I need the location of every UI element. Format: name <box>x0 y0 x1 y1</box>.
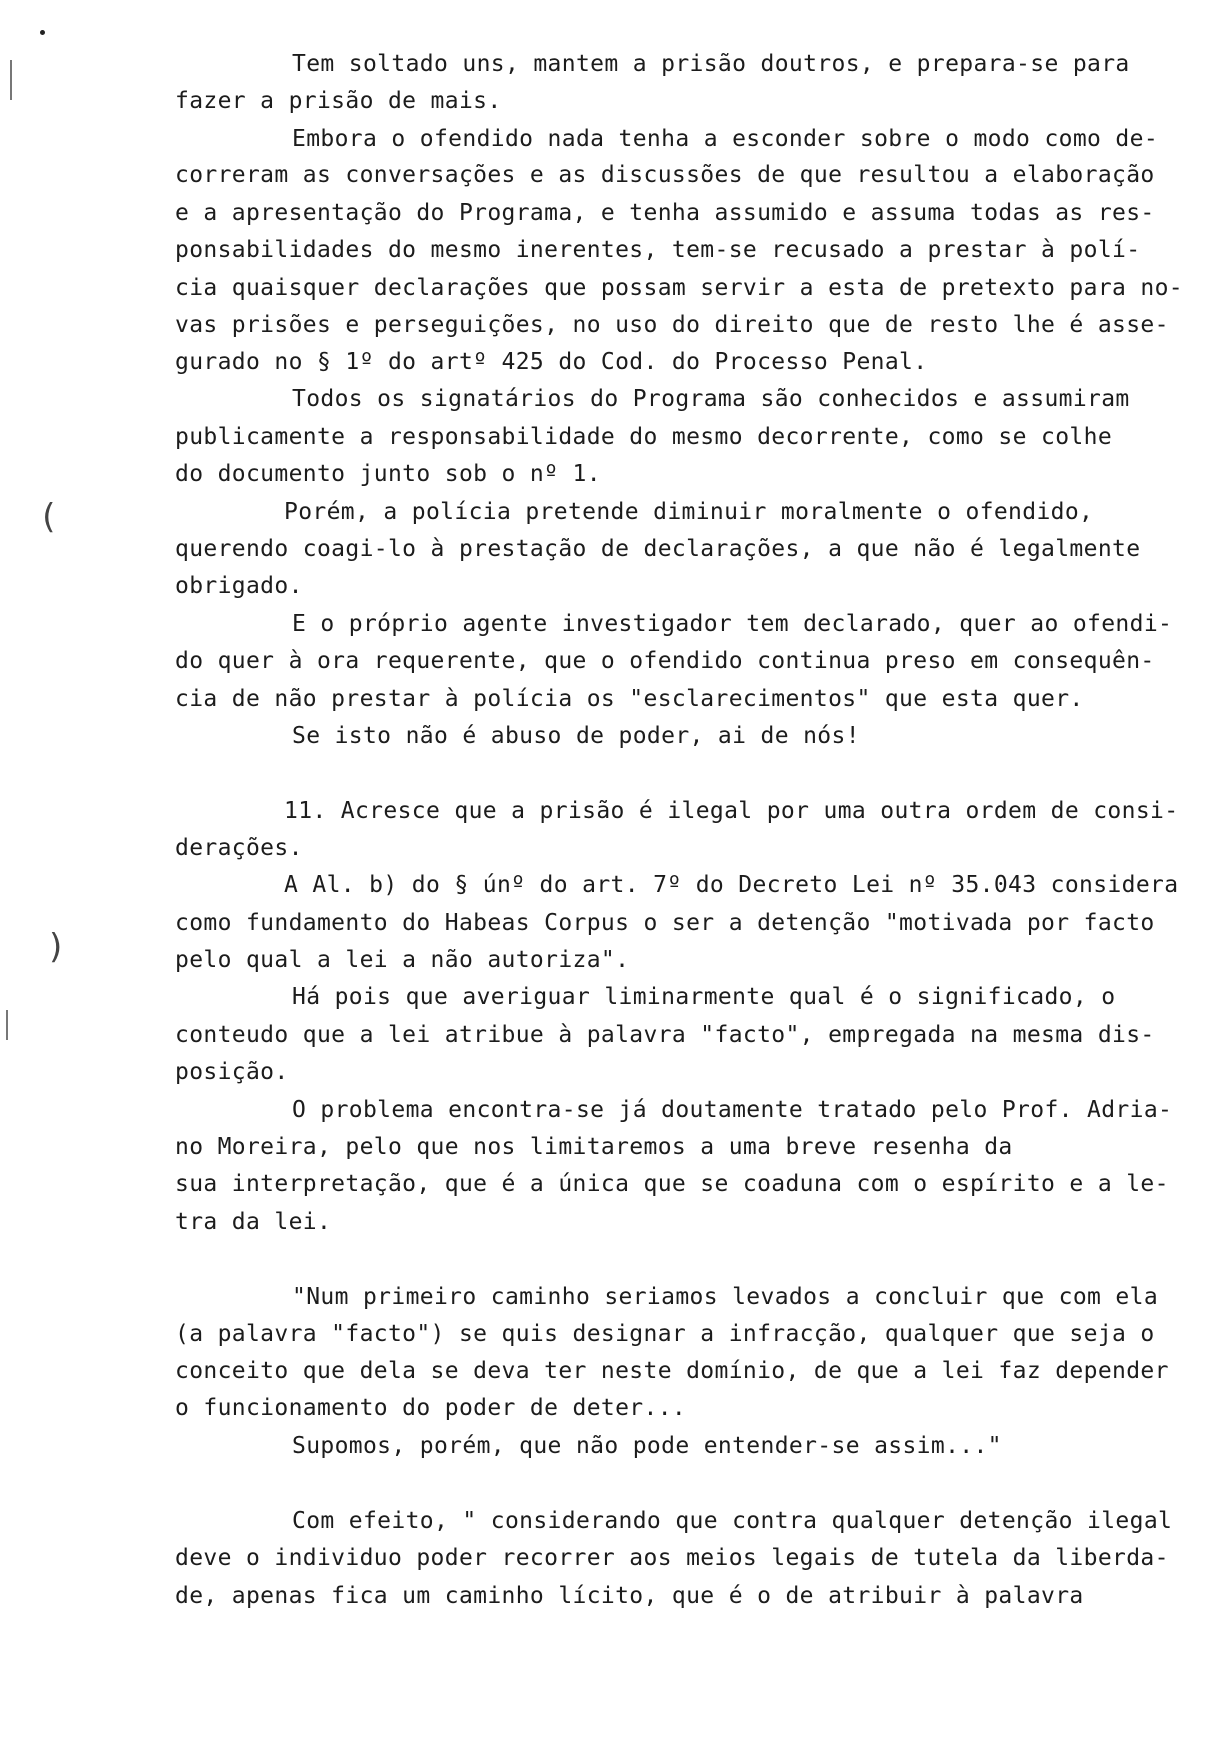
text-line: gurado no § 1º do artº 425 do Cod. do Processo Penal. <box>175 349 928 375</box>
text-line: Há pois que averiguar liminarmente qual é o significado, o <box>292 984 1116 1010</box>
scan-edge-mark <box>10 60 12 100</box>
text-line: fazer a prisão de mais. <box>175 88 502 114</box>
scan-edge-mark <box>6 1010 8 1040</box>
text-line: 11. Acresce que a prisão é ilegal por uma outra ordem de consi- <box>284 798 1179 824</box>
text-line: de, apenas fica um caminho lícito, que é o de atribuir à palavra <box>175 1583 1084 1609</box>
text-line: conceito que dela se deva ter neste domínio, de que a lei faz depender <box>175 1358 1169 1384</box>
text-line: pelo qual a lei a não autoriza". <box>175 947 630 973</box>
text-line: posição. <box>175 1059 289 1085</box>
text-line: cia de não prestar à polícia os "esclarecimentos" que esta quer. <box>175 686 1084 712</box>
text-line: do quer à ora requerente, que o ofendido continua preso em consequên- <box>175 648 1155 674</box>
text-line: Com efeito, " considerando que contra qualquer detenção ilegal <box>292 1508 1173 1534</box>
text-line: A Al. b) do § únº do art. 7º do Decreto Lei nº 35.043 considera <box>284 872 1179 898</box>
text-line: cia quaisquer declarações que possam servir a esta de pretexto para no- <box>175 275 1183 301</box>
text-line: Todos os signatários do Programa são conhecidos e assumiram <box>292 386 1130 412</box>
text-line: Se isto não é abuso de poder, ai de nós! <box>292 723 860 749</box>
margin-bracket-mark: ) <box>46 927 67 967</box>
text-line: querendo coagi-lo à prestação de declarações, a que não é legalmente <box>175 536 1141 562</box>
text-line: no Moreira, pelo que nos limitaremos a uma breve resenha da <box>175 1134 1013 1160</box>
text-line: ponsabilidades do mesmo inerentes, tem-se recusado a prestar à polí- <box>175 237 1141 263</box>
text-line: (a palavra "facto") se quis designar a infracção, qualquer que seja o <box>175 1321 1155 1347</box>
text-line: sua interpretação, que é a única que se coaduna com o espírito e a le- <box>175 1171 1169 1197</box>
text-line: deve o individuo poder recorrer aos meios legais de tutela da liberda- <box>175 1545 1169 1571</box>
text-line: conteudo que a lei atribue à palavra "facto", empregada na mesma dis- <box>175 1022 1155 1048</box>
scan-speck <box>40 30 45 35</box>
text-line: publicamente a responsabilidade do mesmo decorrente, como se colhe <box>175 424 1113 450</box>
text-line: derações. <box>175 835 303 861</box>
text-line: Porém, a polícia pretende diminuir moralmente o ofendido, <box>284 499 1094 525</box>
text-line: "Num primeiro caminho seriamos levados a concluir que com ela <box>292 1284 1159 1310</box>
text-line: correram as conversações e as discussões de que resultou a elaboração <box>175 162 1155 188</box>
text-line: Embora o ofendido nada tenha a esconder sobre o modo como de- <box>292 126 1159 152</box>
margin-bracket-mark: ( <box>38 497 59 537</box>
text-line: E o próprio agente investigador tem declarado, quer ao ofendi- <box>292 611 1173 637</box>
text-line: tra da lei. <box>175 1209 332 1235</box>
text-line: obrigado. <box>175 573 303 599</box>
text-line: como fundamento do Habeas Corpus o ser a detenção "motivada por facto <box>175 910 1155 936</box>
text-line: Tem soltado uns, mantem a prisão doutros, e prepara-se para <box>292 51 1130 77</box>
text-line: o funcionamento do poder de deter... <box>175 1395 687 1421</box>
text-line: do documento junto sob o nº 1. <box>175 461 601 487</box>
text-line: vas prisões e perseguições, no uso do direito que de resto lhe é asse- <box>175 312 1169 338</box>
text-line: e a apresentação do Programa, e tenha assumido e assuma todas as res- <box>175 200 1155 226</box>
text-line: O problema encontra-se já doutamente tratado pelo Prof. Adria- <box>292 1097 1173 1123</box>
text-line: Supomos, porém, que não pode entender-se assim..." <box>292 1433 1002 1459</box>
